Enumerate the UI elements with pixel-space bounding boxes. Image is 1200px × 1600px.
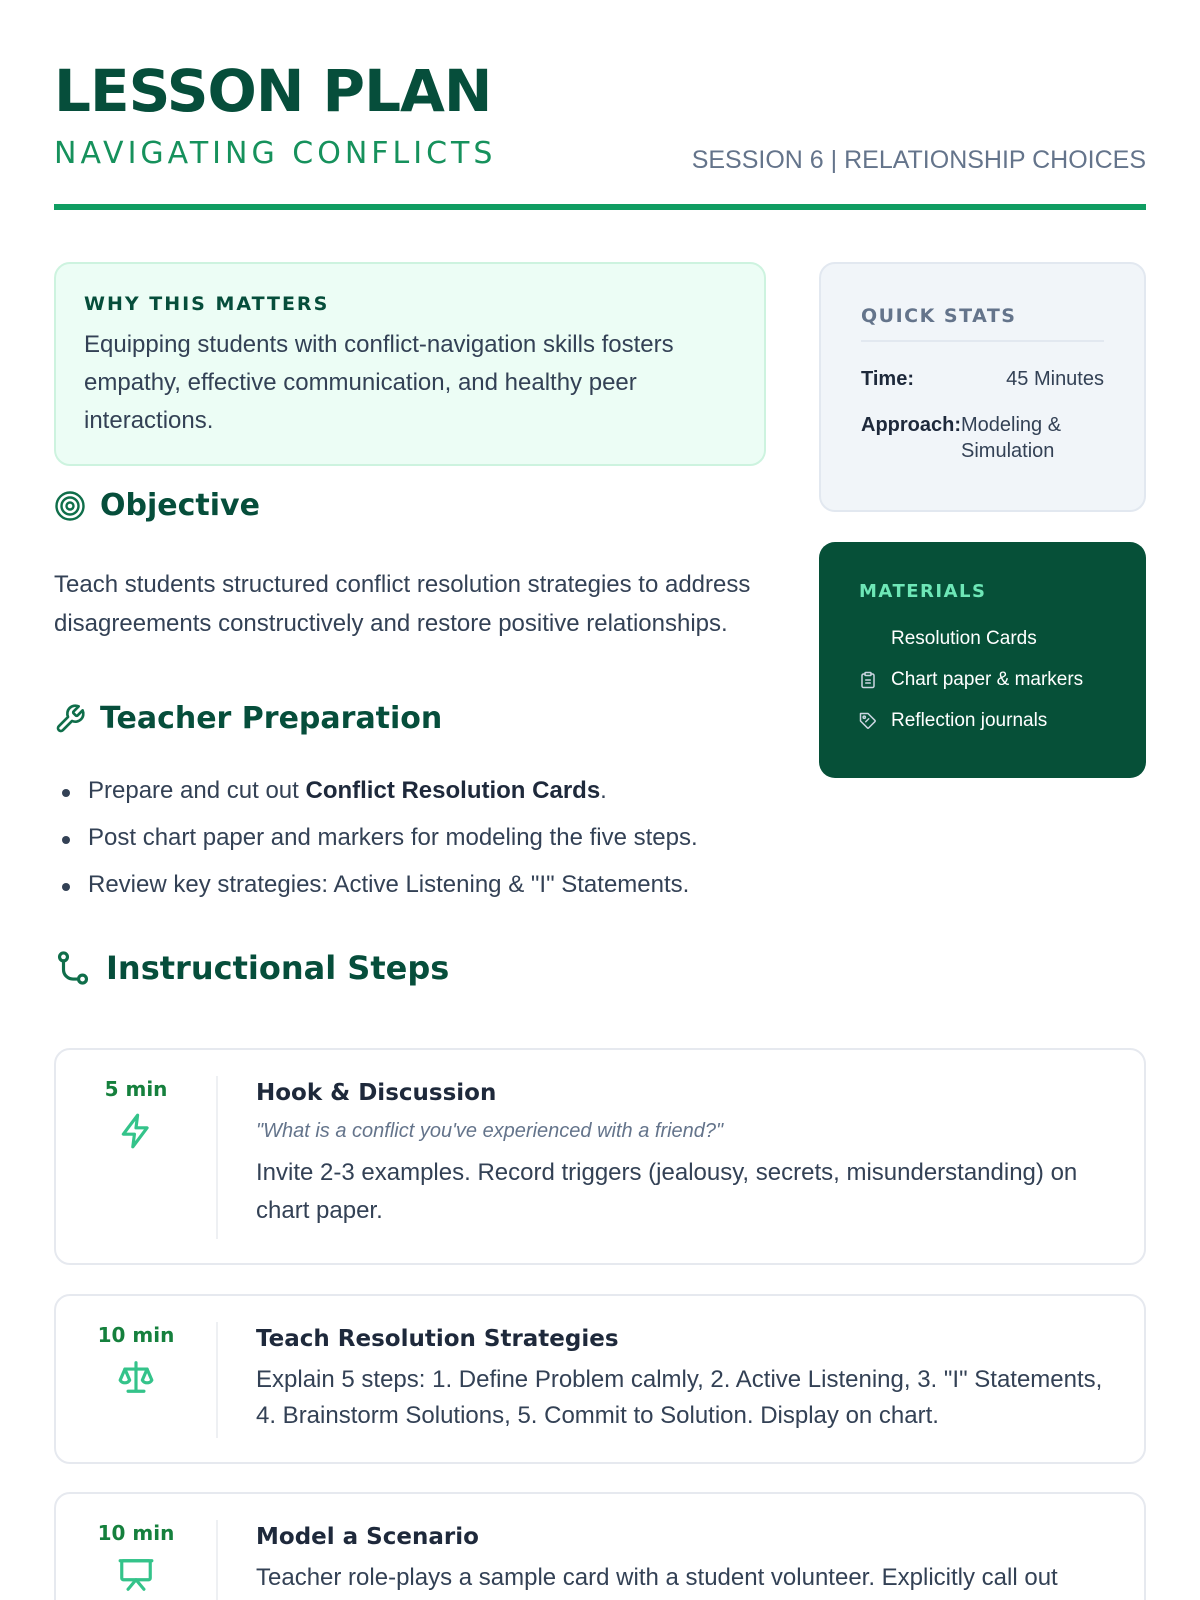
list-item [859, 700, 1106, 741]
lesson-plan-page [54, 0, 1146, 1600]
material-label: Resolution Cards [891, 627, 1037, 649]
session-label: SESSION 6 | RELATIONSHIP CHOICES [691, 146, 1146, 174]
material-label: Chart paper & markers [891, 668, 1084, 690]
page-title: LESSON PLAN [54, 57, 492, 125]
step-time: 10 min [97, 1323, 175, 1347]
why-this-matters-box [54, 262, 766, 466]
stat-time [861, 366, 1104, 392]
why-text: Equipping students with conflict-navigation skills fosters empathy, effective communication, and healthy peer interactions. [84, 331, 674, 434]
stat-time-key: Time: [861, 368, 914, 390]
step-card [54, 1294, 1146, 1464]
materials-label: MATERIALS [859, 581, 987, 602]
wrench-icon [54, 703, 86, 735]
list-item: Post chart paper and markers for modeling the five steps. [54, 822, 794, 854]
step-title: Hook & Discussion [256, 1080, 497, 1106]
steps-heading [54, 948, 449, 988]
stat-approach-key: Approach: [861, 414, 961, 436]
route-icon [54, 949, 92, 987]
preparation-list [54, 775, 794, 916]
clipboard-icon [859, 671, 877, 689]
materials-list [859, 618, 1106, 741]
objective-heading [54, 486, 260, 526]
stat-approach-value: Modeling & Simulation [961, 414, 1062, 462]
step-description: Teacher role-plays a sample card with a student volunteer. Explicitly call out [256, 1564, 1058, 1591]
stat-approach [861, 412, 1104, 464]
preparation-title: Teacher Preparation [100, 701, 443, 736]
material-label: Reflection journals [891, 709, 1048, 731]
why-label: WHY THIS MATTERS [84, 293, 330, 315]
step-description: Invite 2-3 examples. Record triggers (jealousy, secrets, misunderstanding) on chart paper. [256, 1159, 1078, 1224]
stat-time-value: 45 Minutes [1006, 368, 1104, 390]
step-card [54, 1492, 1146, 1600]
quick-stats-label: QUICK STATS [861, 304, 1104, 342]
objective-title: Objective [100, 488, 260, 523]
page-header [54, 56, 1146, 210]
tag-icon [859, 712, 877, 730]
list-item [859, 618, 1106, 659]
step-description: Explain 5 steps: 1. Define Problem calmly, 2. Active Listening, 3. "I" Statements, 4. Brainstorm Solutions, 5. Commit to Solution. Display on chart. [256, 1366, 1103, 1429]
objective-text: Teach students structured conflict resolution strategies to address disagreements constructively and restore positive relationships. [54, 571, 751, 637]
steps-title: Instructional Steps [106, 949, 450, 987]
page-subtitle: NAVIGATING CONFLICTS [54, 136, 497, 171]
preparation-heading [54, 699, 442, 739]
lightning-icon [117, 1112, 155, 1150]
step-time: 5 min [104, 1077, 168, 1101]
list-item: Prepare and cut out Conflict Resolution Cards. [54, 775, 794, 807]
target-icon [54, 490, 86, 522]
step-time: 10 min [97, 1521, 175, 1545]
presentation-icon [117, 1556, 155, 1594]
materials-card [819, 542, 1146, 778]
quick-stats-card [819, 262, 1146, 512]
step-title: Teach Resolution Strategies [256, 1326, 619, 1352]
scale-icon [117, 1358, 155, 1396]
step-quote: "What is a conflict you've experienced with a friend?" [256, 1120, 724, 1142]
step-card [54, 1048, 1146, 1265]
step-title: Model a Scenario [256, 1524, 479, 1550]
list-item: Review key strategies: Active Listening & "I" Statements. [54, 869, 794, 901]
list-item [859, 659, 1106, 700]
